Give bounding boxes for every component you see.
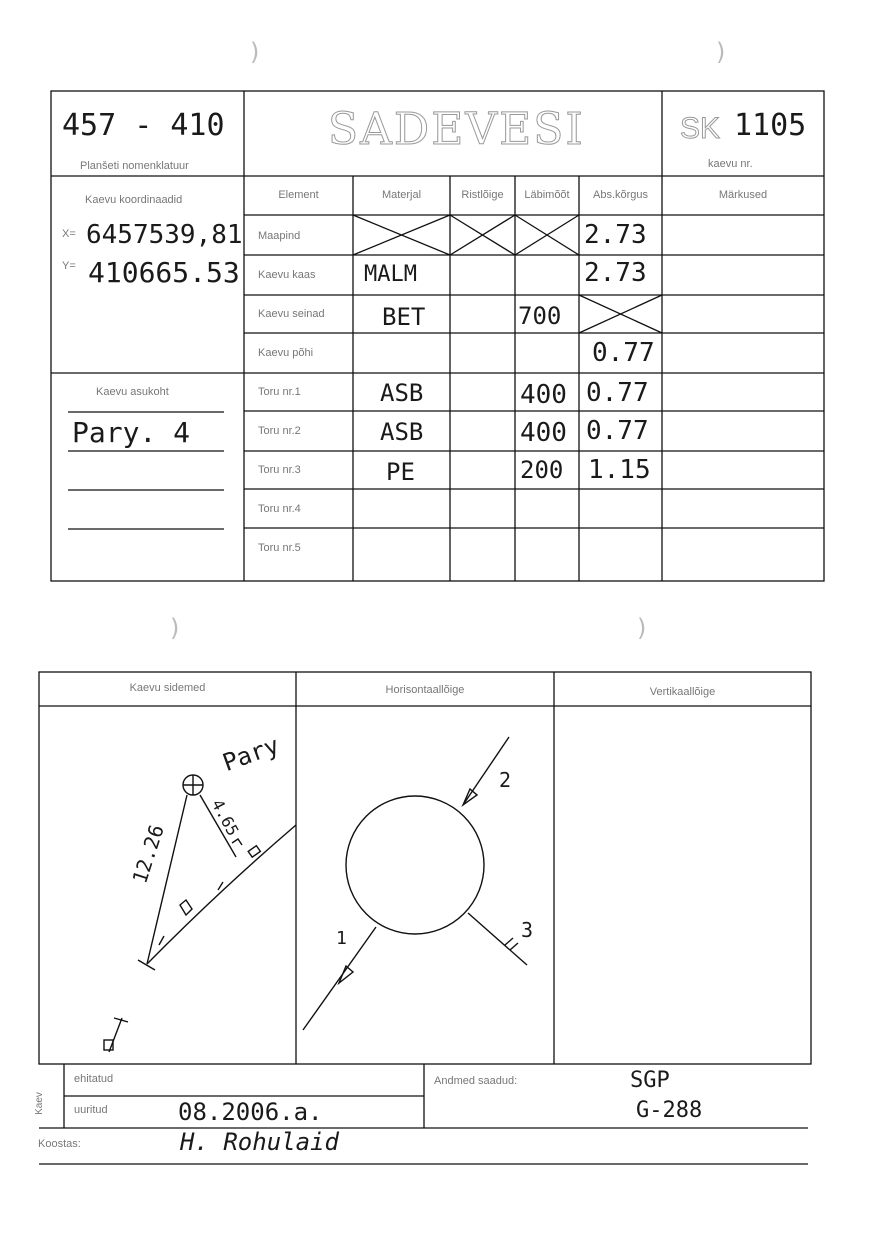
abs-height-value: 0.77 [592, 338, 655, 368]
column-header-abs-height: Abs.kõrgus [592, 189, 649, 201]
built-label: ehitatud [74, 1073, 114, 1085]
ties-label-pary: Pary [218, 730, 283, 778]
vertical-section-header: Vertikaallõige [649, 686, 716, 698]
horizontal-section-header: Horisontaallõige [385, 684, 465, 696]
column-header-notes: Märkused [718, 189, 768, 201]
ties-header: Kaevu sidemed [129, 682, 206, 694]
abs-height-value: 0.77 [586, 416, 649, 446]
row-label: Maapind [258, 230, 301, 242]
data-source-line-1: SGP [630, 1068, 670, 1093]
diameter-value: 200 [520, 456, 564, 484]
diameter-value: 700 [518, 302, 562, 330]
location-label: Kaevu asukoht [96, 386, 169, 398]
compiled-value: H. Rohulaid [180, 1128, 339, 1156]
coordinates-label: Kaevu koordinaadid [85, 194, 183, 206]
y-value: 410665.53 [88, 256, 240, 289]
row-label: Kaevu seinad [258, 308, 325, 320]
x-value: 6457539,81 [86, 220, 243, 250]
diameter-value: 400 [520, 418, 567, 448]
ties-sketch [104, 775, 296, 1052]
column-header-cross-section: Ristlõige [461, 189, 504, 201]
row-label: Toru nr.3 [258, 464, 301, 476]
data-source-line-2: G-288 [636, 1098, 703, 1123]
punch-mark: ) [170, 614, 180, 642]
abs-height-value: 1.15 [588, 455, 651, 485]
row-label: Kaevu põhi [258, 347, 314, 359]
pipe-3-label: 3 [521, 918, 534, 942]
diameter-value: 400 [520, 380, 567, 410]
column-header-material: Materjal [381, 189, 422, 201]
data-source-label: Andmed saadud: [434, 1075, 518, 1087]
material-value: ASB [380, 418, 424, 446]
row-label: Toru nr.4 [258, 503, 301, 515]
location-value: Pary. 4 [72, 416, 191, 449]
abs-height-value: 2.73 [584, 220, 647, 250]
pipe-1-label: 1 [336, 928, 347, 949]
row-label: Kaevu kaas [258, 269, 316, 281]
punch-mark: ) [716, 38, 726, 66]
punch-mark: ) [250, 38, 260, 66]
row-label: Toru nr.1 [258, 386, 301, 398]
y-label: Y= [62, 260, 76, 272]
abs-height-value: 2.73 [584, 258, 647, 288]
compiled-label: Koostas: [38, 1138, 81, 1150]
nomenclature-label: Planšeti nomenklatuur [80, 160, 189, 172]
material-value: ASB [380, 379, 424, 407]
ties-distance-1: 12.26 [127, 821, 169, 887]
punch-mark: ) [637, 614, 647, 642]
column-header-diameter: Läbimõõt [524, 189, 570, 201]
surveyed-label: uuritud [74, 1104, 108, 1116]
material-value: MALM [364, 262, 417, 287]
row-label: Toru nr.5 [258, 542, 301, 554]
row-label: Toru nr.2 [258, 425, 301, 437]
footer-side-label: Kaev [33, 1092, 45, 1115]
abs-height-value: 0.77 [586, 378, 649, 408]
column-header-element: Element [278, 189, 319, 201]
horizontal-section-sketch [303, 737, 527, 1030]
well-number-value: 1105 [734, 108, 807, 143]
material-value: BET [382, 303, 426, 331]
x-label: X= [62, 228, 76, 240]
well-number-label: kaevu nr. [708, 158, 753, 170]
material-value: PE [386, 458, 415, 486]
ties-distance-2: 4.65 [207, 796, 243, 839]
pipe-2-label: 2 [499, 768, 512, 792]
surveyed-value: 08.2006.a. [178, 1098, 323, 1126]
well-number-prefix: SK [680, 112, 721, 145]
nomenclature-value: 457 - 410 [62, 108, 225, 143]
form-title: SADEVESI [328, 104, 585, 155]
